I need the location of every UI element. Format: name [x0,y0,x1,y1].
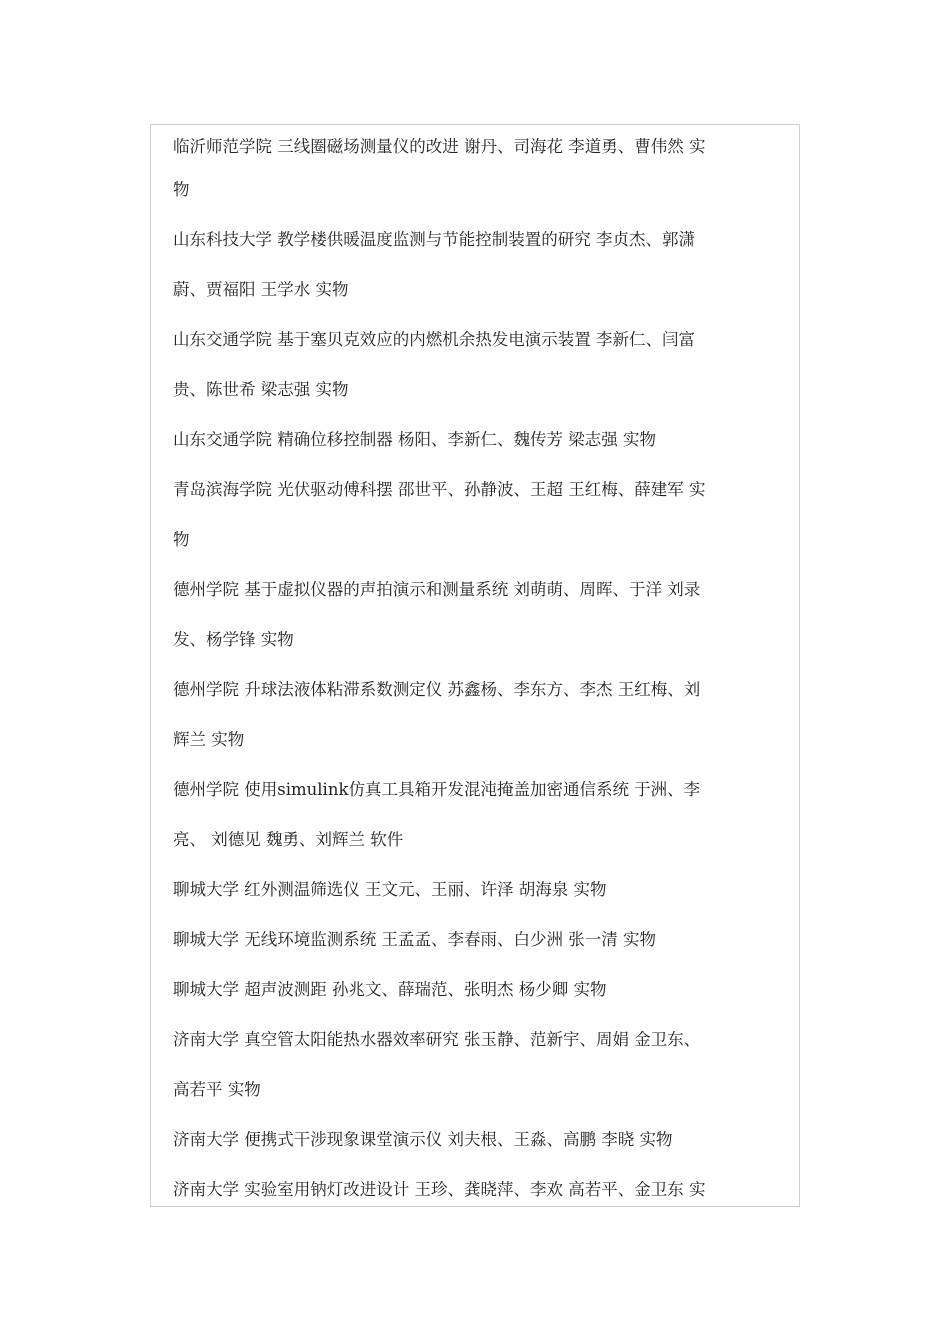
text-line: 亮、 刘德见 魏勇、刘辉兰 软件 [173,830,404,849]
text-line: 济南大学 便携式干涉现象课堂演示仪 刘夫根、王淼、高鹏 李晓 实物 [173,1130,673,1149]
entry-list [173,125,785,1207]
document-page [150,124,800,1207]
text-line: 聊城大学 无线环境监测系统 王孟孟、李春雨、白少洲 张一清 实物 [173,930,656,949]
text-line: 高若平 实物 [173,1080,261,1099]
text-line: 聊城大学 红外测温筛选仪 王文元、王丽、许泽 胡海泉 实物 [173,880,607,899]
text-line: 山东交通学院 精确位移控制器 杨阳、李新仁、魏传芳 梁志强 实物 [173,430,656,449]
text-line: 山东交通学院 基于塞贝克效应的内燃机余热发电演示装置 李新仁、闫富 [173,330,695,349]
text-line: 临沂师范学院 三线圈磁场测量仪的改进 谢丹、司海花 李道勇、曹伟然 实 [173,137,706,156]
text-line: 山东科技大学 教学楼供暖温度监测与节能控制装置的研究 李贞杰、郭潇 [173,230,695,249]
text-line: 物 [173,180,190,199]
text-line: 德州学院 升球法液体粘滞系数测定仪 苏鑫杨、李东方、李杰 王红梅、刘 [173,680,701,699]
text-line: 德州学院 基于虚拟仪器的声拍演示和测量系统 刘萌萌、周晖、于洋 刘录 [173,580,701,599]
text-line: 辉兰 实物 [173,730,245,749]
text-line: 济南大学 实验室用钠灯改进设计 王珍、龚晓萍、李欢 高若平、金卫东 实 [173,1180,706,1199]
text-line: 济南大学 真空管太阳能热水器效率研究 张玉静、范新宇、周娟 金卫东、 [173,1030,701,1049]
text-line: 德州学院 使用simulink仿真工具箱开发混沌掩盖加密通信系统 于洲、李 [173,780,701,799]
text-line: 发、杨学锋 实物 [173,630,294,649]
text-line: 聊城大学 超声波测距 孙兆文、薛瑞范、张明杰 杨少卿 实物 [173,980,607,999]
text-line: 物 [173,530,190,549]
text-line: 贵、陈世希 梁志强 实物 [173,380,349,399]
text-line: 青岛滨海学院 光伏驱动傅科摆 邵世平、孙静波、王超 王红梅、薛建军 实 [173,480,706,499]
text-line: 蔚、贾福阳 王学水 实物 [173,280,349,299]
